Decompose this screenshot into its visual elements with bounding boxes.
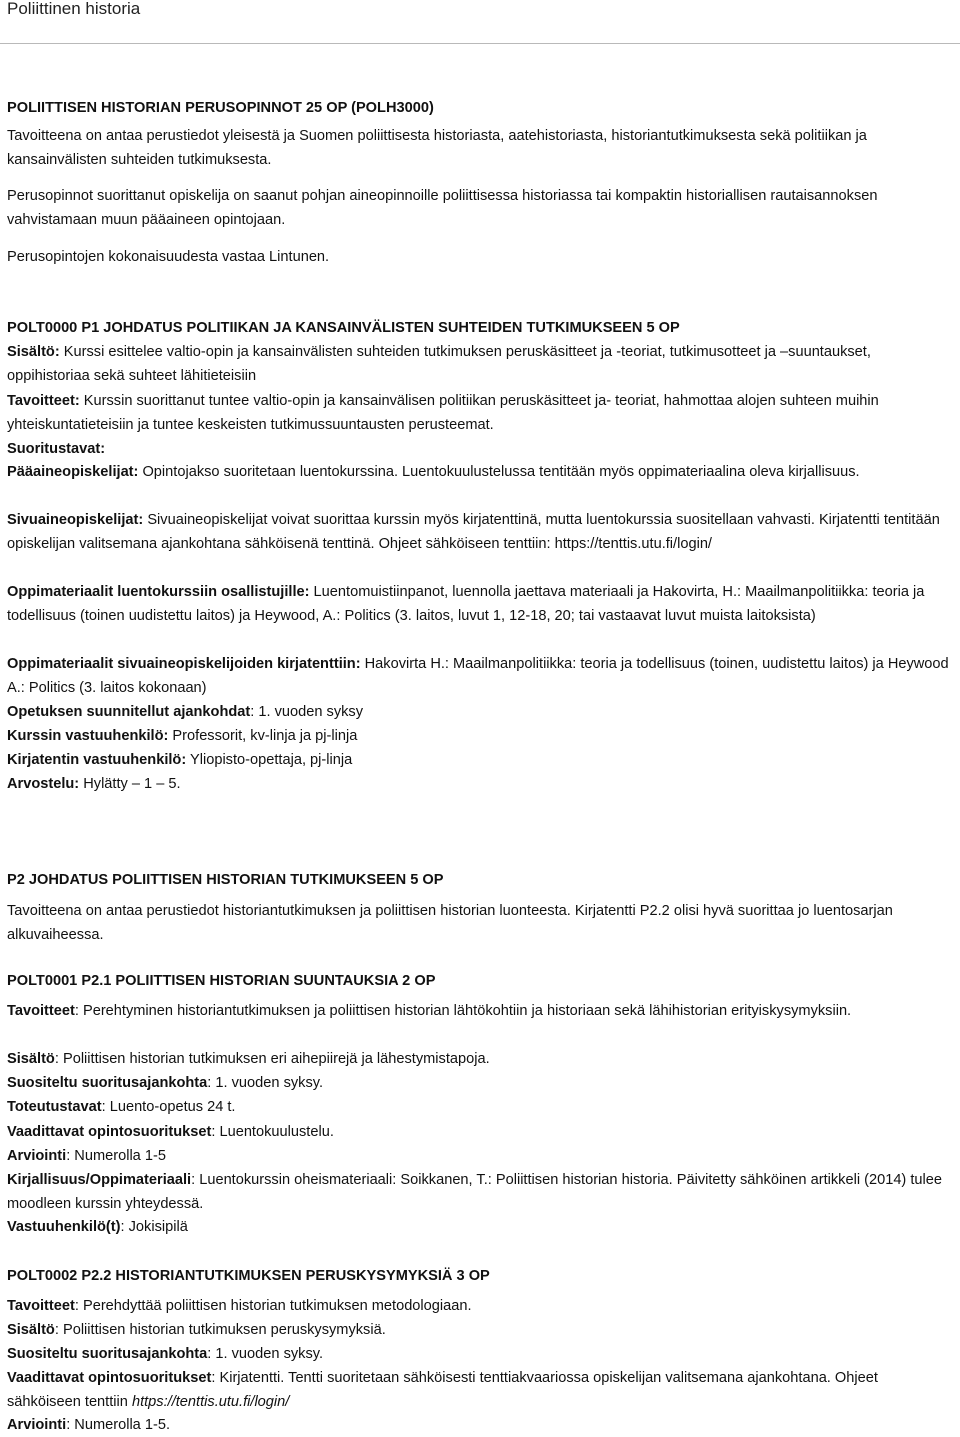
text: Sivuaineopiskelijat voivat suorittaa kurssin myös kirjatenttinä, mutta luentokurssia suositellaan vahvasti. Kirjatentti tentitään opiskelijan valitsemana ajankohtana sähköisenä tenttinä. Ohjeet sähköiseen tenttiin: https://tenttis.utu.fi/login/ [7,512,940,552]
polt0001-kirjallisuus [7,1168,951,1216]
text: : Perehtyminen historiantutkimuksen ja poliittisen historian lähtökohtiin ja historiaan sekä lähihistorian erityiskysymyksiin. [74,1003,852,1019]
polt0001-arviointi [7,1144,951,1168]
polt0000-vastuuhenkilo [7,724,951,748]
tentti-link[interactable]: https://tenttis.utu.fi/login/ [131,1394,290,1410]
polt0002-heading: POLT0002 P2.2 HISTORIANTUTKIMUKSEN PERUSKYSYMYKSIÄ 3 OP [7,1268,490,1284]
text: : 1. vuoden syksy. [207,1346,324,1362]
label: Vastuuhenkilö(t) [7,1219,121,1235]
polt0001-toteutustavat [7,1095,951,1119]
text: Kurssi esittelee valtio-opin ja kansainvälisten suhteiden tutkimuksen peruskäsitteet ja -teoriat, tutkimusotteet ja –suuntaukset, oppihistoriaa sekä suhteet lähitieteisiin [7,344,871,384]
text: Kurssin suorittanut tuntee valtio-opin ja kansainvälisen politiikan peruskäsitteet ja- teoriat, hahmottaa alojen suhteen muihin yhteiskuntatieteisiin ja tuntee keskeisten tutkimussuuntausten perusteemat. [7,393,879,433]
page-title: Poliittinen historia [7,0,141,18]
label: Kurssin vastuuhenkilö: [7,728,169,744]
label: Arviointi [7,1148,67,1164]
label: Oppimateriaalit sivuaineopiskelijoiden kirjatenttiin: [7,656,361,672]
label: Suositeltu suoritusajankohta [7,1075,208,1091]
text: : Kirjatentti. Tentti suoritetaan sähköisesti tenttiakvaariossa opiskelijan valitsemana ajankohtana. Ohjeet sähköiseen tenttiin [7,1370,878,1410]
polt0002-sisalto [7,1318,951,1342]
label: Suositeltu suoritusajankohta [7,1346,208,1362]
label: Sivuaineopiskelijat: [7,512,144,528]
intro-paragraph-1: Tavoitteena on antaa perustiedot yleisestä ja Suomen poliittisesta historiasta, aatehistoriasta, historiantutkimuksesta sekä politiikan ja kansainvälisten suhteiden tutkimuksesta. [7,128,867,168]
polt0000-sisalto [7,340,951,388]
polt0000-oppimateriaalit-sivu [7,652,951,700]
polt0000-ajankohdat [7,700,951,724]
polt0000-heading: POLT0000 P1 JOHDATUS POLITIIKAN JA KANSAINVÄLISTEN SUHTEIDEN TUTKIMUKSEEN 5 OP [7,320,680,336]
text: : Numerolla 1-5 [66,1148,166,1164]
label: Tavoitteet [7,1298,75,1314]
text: Opintojakso suoritetaan luentokurssina. Luentokuulustelussa tentitään myös oppimateriaalina oleva kirjallisuus. [138,464,860,480]
label: Oppimateriaalit luentokurssiin osallistujille: [7,584,310,600]
label: Kirjallisuus/Oppimateriaali [7,1172,192,1188]
polt0001-sisalto [7,1047,951,1071]
polt0000-sivuaine [7,508,951,556]
polt0000-suoritustavat: Suoritustavat: [7,441,106,457]
intro-paragraph-2: Perusopinnot suorittanut opiskelija on saanut pohjan aineopinnoille poliittisessa historiassa tai kompaktin historiallisen rautaisannoksen vahvistamaan muun pääaineen opintojaan. [7,188,878,228]
label: Sisältö: [7,344,60,360]
polt0002-suositeltu [7,1342,951,1366]
label: Sisältö [7,1051,55,1067]
polt0000-oppimateriaalit-luento [7,580,951,628]
polt0000-kirjatentti [7,748,951,772]
text: : Poliittisen historian tutkimuksen peruskysymyksiä. [54,1322,386,1338]
perusopinnot-heading: POLIITTISEN HISTORIAN PERUSOPINNOT 25 OP (POLH3000) [7,100,434,116]
text: : 1. vuoden syksy. [207,1075,324,1091]
p2-text: Tavoitteena on antaa perustiedot historiantutkimuksen ja poliittisen historian luonteesta. Kirjatentti P2.2 olisi hyvä suorittaa jo luentosarjan alkuvaiheessa. [7,903,893,943]
polt0001-vastuuhenkilo [7,1215,951,1239]
polt0001-tavoitteet [7,999,951,1023]
intro-paragraph-3: Perusopintojen kokonaisuudesta vastaa Lintunen. [7,249,330,265]
text: : Luentokuulustelu. [211,1124,334,1140]
text: : Luento-opetus 24 t. [101,1099,236,1115]
polt0000-tavoitteet [7,389,951,437]
text: Professorit, kv-linja ja pj-linja [168,728,358,744]
title-divider [0,43,960,44]
text: : Poliittisen historian tutkimuksen eri aihepiirejä ja lähestymistapoja. [54,1051,490,1067]
polt0001-heading: POLT0001 P2.1 POLIITTISEN HISTORIAN SUUNTAUKSIA 2 OP [7,973,436,989]
text: Hylätty – 1 – 5. [79,776,181,792]
label: Vaadittavat opintosuoritukset [7,1370,212,1386]
text: : Jokisipilä [120,1219,188,1235]
polt0002-tavoitteet [7,1294,951,1318]
polt0001-suositeltu [7,1071,951,1095]
polt0002-vaadittavat [7,1366,951,1414]
text: : 1. vuoden syksy [250,704,364,720]
text: : Perehdyttää poliittisen historian tutkimuksen metodologiaan. [74,1298,472,1314]
polt0001-vaadittavat [7,1120,951,1144]
label: Vaadittavat opintosuoritukset [7,1124,212,1140]
label: Kirjatentin vastuuhenkilö: [7,752,187,768]
polt0002-arviointi [7,1413,951,1437]
p2-heading: P2 JOHDATUS POLIITTISEN HISTORIAN TUTKIMUKSEEN 5 OP [7,872,444,888]
polt0000-arvostelu [7,772,951,796]
label: Sisältö [7,1322,55,1338]
label: Arvostelu: [7,776,80,792]
label: Opetuksen suunnitellut ajankohdat [7,704,251,720]
text: Hakovirta H.: Maailmanpolitiikka: teoria ja todellisuus (toinen, uudistettu laitos) ja Heywood A.: Politics (3. laitos kokonaan) [7,656,949,696]
label: Arviointi [7,1417,67,1433]
label: Tavoitteet: [7,393,80,409]
text: Luentomuistiinpanot, luennolla jaettava materiaali ja Hakovirta, H.: Maailmanpolitiikka: teoria ja todellisuus (toinen uudistettu laitos) ja Heywood, A.: Politics (3. laitos, luvut 1, 12-18, 20; tai vastaavat luvut muista laitoksista) [7,584,925,624]
polt0000-paaaine [7,460,951,484]
text: : Luentokurssin oheismateriaali: Soikkanen, T.: Poliittisen historian historia. Päivitetty sähköinen artikkeli (2014) tulee moodleen kurssin yhteydessä. [7,1172,942,1212]
text: : Numerolla 1-5. [66,1417,171,1433]
label: Toteutustavat [7,1099,102,1115]
label: Tavoitteet [7,1003,75,1019]
text: Yliopisto-opettaja, pj-linja [186,752,353,768]
label: Pääaineopiskelijat: [7,464,139,480]
